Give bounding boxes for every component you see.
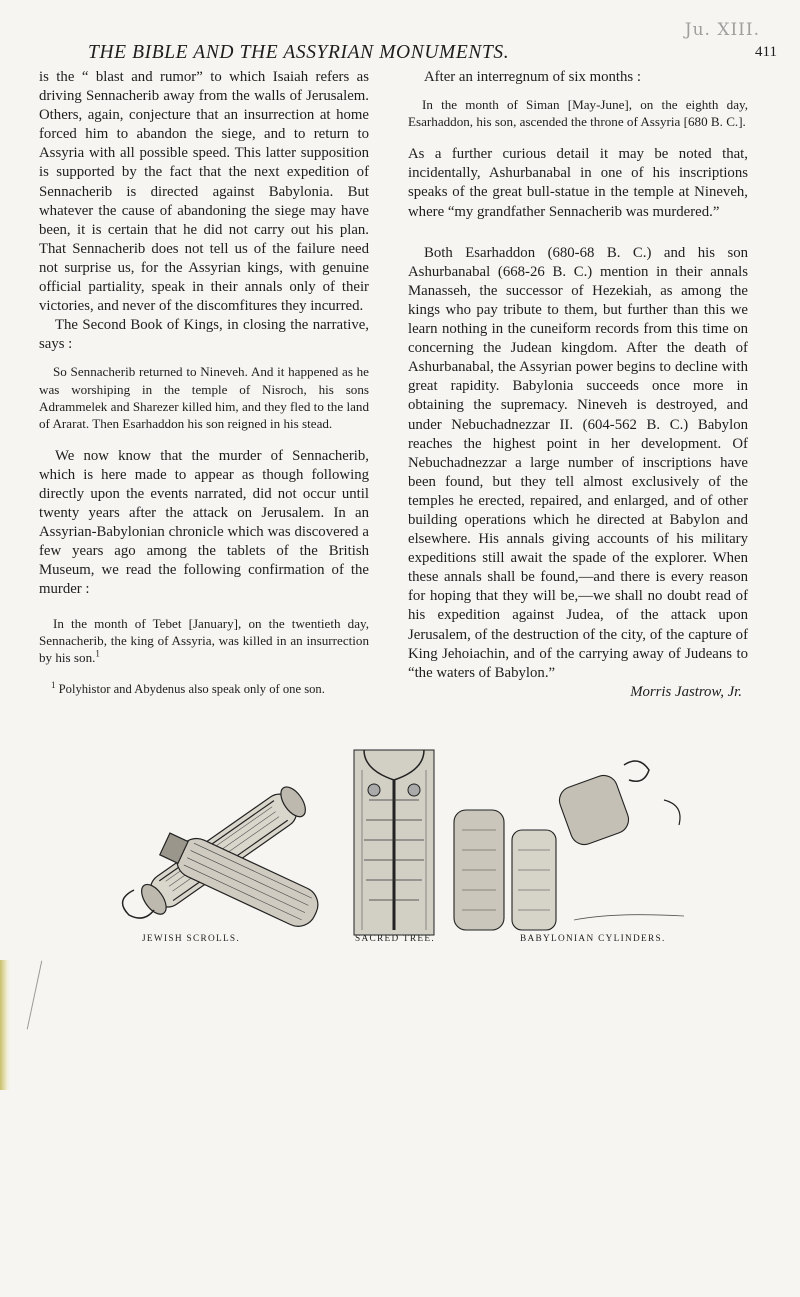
page-number: 411 [755,44,777,60]
paragraph: Both Esarhaddon (680-68 B. C.) and his son Ashurbanabal (668-26 B. C.) mention in their annals Manasseh, the successor of Hezekiah, as among the kings who pay tribute to them, but further than this we learn nothing in the cuneiform records from this time on concerning the Judean kingdom. After the death of Ashurbanabal, the Assyrian power begins to decline with great rapidity. Babylonia succeeds once more in obtaining the supremacy. Nineveh is destroyed, and under Nebuchadnezzar II. (604-562 B. C.) Babylon reaches the highest point in her development. Of Nebuchadnezzar a large number of inscriptions have been found, but they tell almost exclusively of the temples he erected, repaired, and enlarged, and of other building operations which he directed at Babylon and elsewhere. His annals giving accounts of his military expeditions still await the spade of the explorer. When these annals shall be found,—and there is every reason for hoping that they will be,—we shall no doubt read of his expedition against Judea, of the attack upon Jerusalem, of the destruction of the city, of the capture of King Jehoiachin, and of the carrying away of Judeans to “the waters of Babylon.” [408,244,748,681]
block-quote: So Sennacherib returned to Nineveh. And it happened as he was worshiping in the temple of Nisroch, his sons Adrammelek and Sharezer killed him, and they fled to the land of Ararat. Then Esarhaddon his son reigned in his stead. [39,364,369,431]
footnote [39,681,369,697]
handwritten-note: Ju. XIII. [684,20,760,40]
footnote-text: Polyhistor and Abydenus also speak only of one son. [58,681,325,696]
caption-babylonian-cylinders: BABYLONIAN CYLINDERS. [520,934,666,944]
illustration [104,740,704,940]
babylonian-cylinders-drawing [454,761,684,930]
caption-jewish-scrolls: JEWISH SCROLLS. [142,934,241,944]
paragraph: is the “ blast and rumor” to which Isaiah refers as driving Sennacherib away from the walls of Jerusalem. Others, again, conjecture that an insurrection at home forced him to abandon the siege, and to return to Assyria with all possible speed. This latter supposition is supported by the fact that the next expedition of Sennacherib is directed against Babylonia. But whatever the cause of abandoning the siege may have been, it is certain that he did not carry out his plan. That Sennacherib does not tell us of the failure need not surprise us, for the Assyrian kings, with genuine official partiality, speak in their annals only of their victories, and never of the discomfitures they incurred. [39,69,369,315]
margin-mark [27,961,43,1030]
author-signature: Morris Jastrow, Jr. [630,683,742,700]
left-column [39,68,369,697]
page-header [60,20,780,64]
right-column [408,68,748,702]
block-quote [39,615,369,666]
paragraph: We now know that the murder of Sennacherib, which is here made to appear as though following directly upon the events narrated, did not occur until twenty years after the attack on Jerusalem. In an Assyrian-Babylonian chronicle which was discovered a few years ago among the tablets of the British Museum, we read the following confirmation of the murder : [39,447,369,598]
footnote-marker: 1 [95,648,100,659]
sacred-tree-drawing [354,750,434,935]
quote-text: In the month of Tebet [January], on the twentieth day, Sennacherib, the king of Assyria, was killed in an insurrection by his son. [39,615,369,665]
block-quote: In the month of Siman [May-June], on the eighth day, Esarhaddon, his son, ascended the throne of Assyria [680 B. C.]. [408,97,748,130]
caption-sacred-tree: SACRED TREE. [355,934,435,944]
paragraph: As a further curious detail it may be noted that, incidentally, Ashurbanabal in one of his inscriptions speaks of the great bull-statue in the temple at Nineveh, where “my grandfather Sennacherib was murdered.” [408,146,748,220]
jewish-scrolls-drawing [123,783,324,933]
paragraph: The Second Book of Kings, in closing the narrative, says : [39,317,369,353]
running-title: THE BIBLE AND THE ASSYRIAN MONUMENTS. [88,42,510,63]
footnote-number: 1 [51,679,56,690]
page-stain [0,960,10,1090]
paragraph: After an interregnum of six months : [424,69,641,85]
engraving-illustration [104,740,704,940]
